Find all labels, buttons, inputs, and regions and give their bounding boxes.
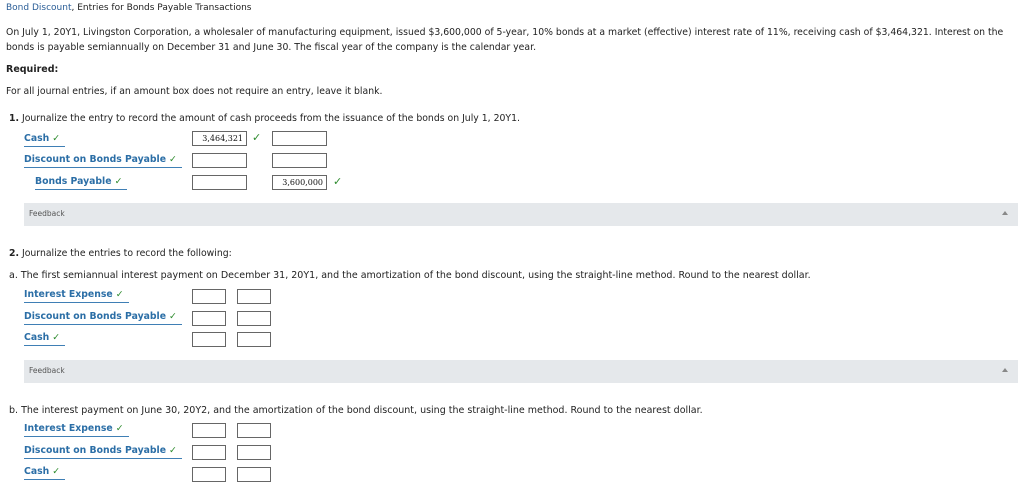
q1-account-discount[interactable] [24,154,182,168]
q2b-account-interest-expense[interactable] [24,423,129,437]
q2b-account-cash[interactable] [24,466,65,480]
q2a-row2-debit-input[interactable] [192,311,226,326]
check-icon: ✓ [52,133,61,144]
feedback-label: Feedback [29,209,65,218]
feedback-panel-2[interactable] [24,360,1018,383]
question-2b-text: b. The interest payment on June 30, 20Y2, and the amortization of the bond discount, using the straight-line method. Round to the nearest dollar. [9,405,703,416]
q2a-account-interest-expense[interactable] [24,289,129,303]
required-heading: Required: [6,64,59,75]
q2b-account-discount[interactable] [24,445,182,459]
question-2-text: Journalize the entries to record the following: [21,248,232,259]
q1-account-cash[interactable] [24,133,65,147]
check-icon: ✓ [115,423,124,434]
q2b-row2-debit-input[interactable] [192,445,226,460]
question-2a-text: a. The first semiannual interest payment on December 31, 20Y1, and the amortization of the bond discount, using the straight-line method. Round to the nearest dollar. [9,270,811,281]
expand-triangle-icon[interactable] [1002,368,1008,372]
q2b-row3-credit-input[interactable] [237,467,271,482]
feedback-panel-1[interactable] [24,203,1018,226]
q2a-row3-debit-input[interactable] [192,332,226,347]
account-label: Bonds Payable [35,176,112,187]
q2b-row1-credit-input[interactable] [237,423,271,438]
account-label: Discount on Bonds Payable [24,445,167,456]
account-label: Discount on Bonds Payable [24,154,167,165]
expand-triangle-icon[interactable] [1002,211,1008,215]
problem-text: On July 1, 20Y1, Livingston Corporation, a wholesaler of manufacturing equipment, issued $3,600,000 of 5-year, 10% bonds at a market (effective) interest rate of 11%, receiving cash of $3,464,321. Interest on the bonds is payable semiannually on December 31 and June 30. The fiscal year of the company is the calendar year. [6,27,1004,53]
check-icon: ✓ [252,131,262,144]
check-icon: ✓ [169,445,177,456]
instructions-text: For all journal entries, if an amount box does not require an entry, leave it blank. [6,86,383,97]
account-label: Discount on Bonds Payable [24,311,167,322]
account-label: Cash [24,332,50,343]
account-label: Interest Expense [24,289,113,300]
q1-row3-credit-input[interactable]: 3,600,000 [272,175,327,190]
question-2 [9,248,232,259]
q2b-row1-debit-input[interactable] [192,423,226,438]
check-icon: ✓ [52,332,61,343]
q1-account-bonds-payable[interactable] [35,176,127,190]
check-icon: ✓ [114,176,123,187]
q2a-row3-credit-input[interactable] [237,332,271,347]
account-label: Cash [24,466,50,477]
q1-row1-debit-input[interactable]: 3,464,321 [192,131,247,146]
question-2-number: 2. [9,248,20,259]
question-1 [9,113,520,124]
q2a-row1-credit-input[interactable] [237,289,271,304]
title-link[interactable]: Bond Discount [6,3,72,13]
q1-row3-debit-input[interactable] [192,175,247,190]
check-icon: ✓ [115,289,124,300]
page-title [6,3,251,13]
check-icon: ✓ [169,154,177,165]
check-icon: ✓ [52,466,61,477]
q1-row2-credit-input[interactable] [272,153,327,168]
q2b-row3-debit-input[interactable] [192,467,226,482]
feedback-label: Feedback [29,366,65,375]
q1-row2-debit-input[interactable] [192,153,247,168]
q2a-account-cash[interactable] [24,332,65,346]
q2b-row2-credit-input[interactable] [237,445,271,460]
q2a-account-discount[interactable] [24,311,182,325]
check-icon: ✓ [169,311,177,322]
question-1-number: 1. [9,113,20,124]
question-1-text: Journalize the entry to record the amount of cash proceeds from the issuance of the bonds on July 1, 20Y1. [21,113,520,124]
account-label: Interest Expense [24,423,113,434]
q2a-row1-debit-input[interactable] [192,289,226,304]
q1-row1-credit-input[interactable] [272,131,327,146]
title-rest: , Entries for Bonds Payable Transactions [71,3,252,13]
check-icon: ✓ [333,175,343,188]
account-label: Cash [24,133,50,144]
q2a-row2-credit-input[interactable] [237,311,271,326]
